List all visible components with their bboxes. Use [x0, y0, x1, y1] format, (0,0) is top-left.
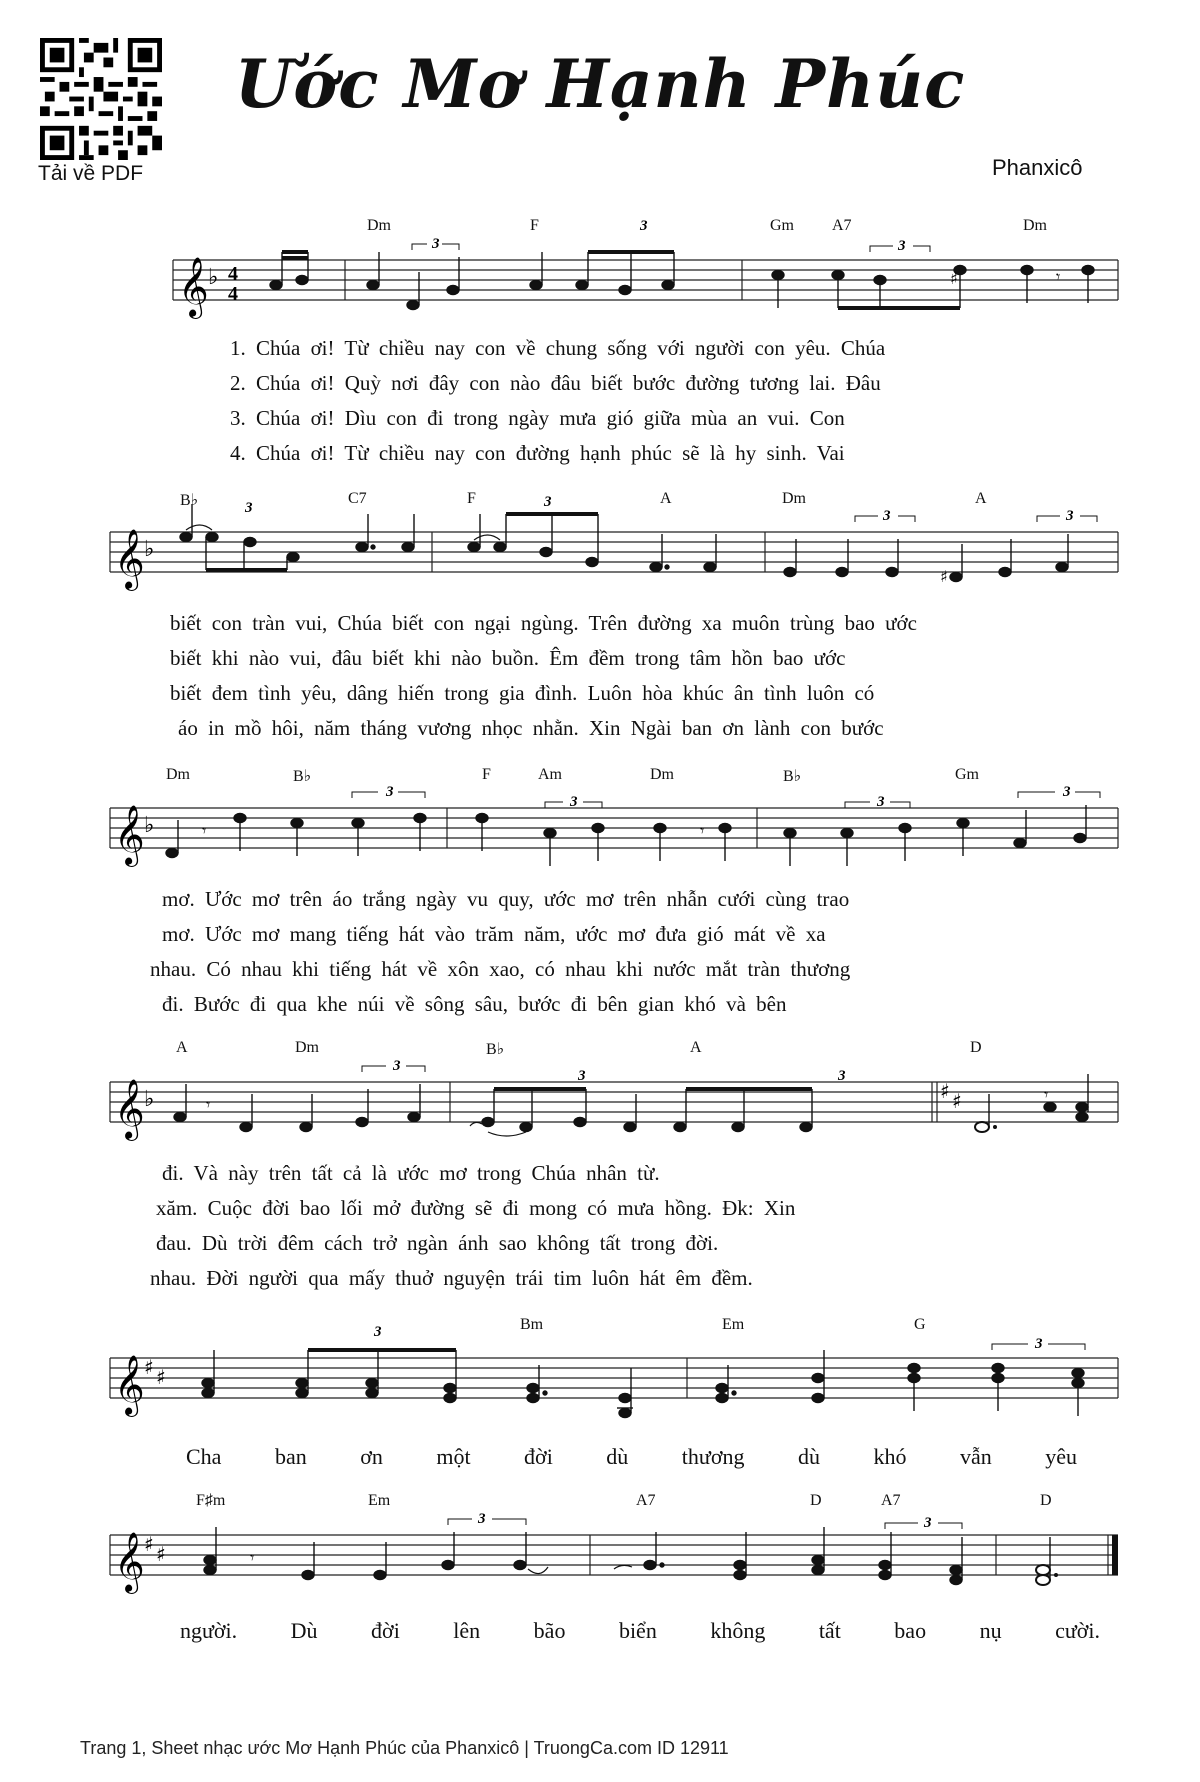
svg-text:3: 3	[432, 236, 440, 252]
chord-symbol: A7	[881, 1492, 901, 1509]
refrain-lyric-line: Cha ban ơn một đời dù thương dù khó vẫn yêu	[186, 1444, 1078, 1469]
svg-text:3: 3	[544, 494, 552, 510]
svg-text:3: 3	[578, 1068, 586, 1084]
staff-system-4	[0, 1052, 1200, 1162]
svg-text:𝄞: 𝄞	[114, 1079, 145, 1139]
svg-text:𝄾: 𝄾	[250, 1548, 255, 1567]
svg-text:3: 3	[883, 508, 891, 524]
lyric-line: nhau. Có nhau khi tiếng hát về xôn xao, có nhau khi nước mắt tràn thương	[150, 957, 851, 981]
refrain-lyric-line: người. Dù đời lên bão biển không tất bao nụ cười.	[180, 1618, 1101, 1643]
lyric-line: 1. Chúa ơi! Từ chiều nay con về chung sống với người con yêu. Chúa	[230, 336, 886, 360]
svg-text:♯: ♯	[156, 1365, 166, 1389]
chord-symbol: A	[660, 490, 672, 507]
lyric-line: áo in mồ hôi, năm tháng vương nhọc nhằn. Xin Ngài ban ơn lành con bước	[178, 716, 884, 740]
svg-text:3: 3	[374, 1324, 382, 1340]
svg-text:3: 3	[924, 1515, 932, 1531]
svg-text:𝄞: 𝄞	[114, 1532, 145, 1592]
chord-symbol: C7	[348, 490, 367, 507]
svg-text:𝄞: 𝄞	[114, 805, 145, 865]
chord-symbol: Am	[538, 766, 562, 783]
chord-symbol: D	[970, 1039, 982, 1056]
lyric-line: đau. Dù trời đêm cách trở ngàn ánh sao không tất trong đời.	[156, 1231, 719, 1255]
song-title: Ước Mơ Hạnh Phúc	[234, 45, 966, 123]
treble-clef: 𝄞	[178, 257, 209, 317]
svg-text:♯: ♯	[144, 1532, 154, 1556]
staff-system-3	[0, 778, 1200, 888]
chord-symbol: Em	[368, 1492, 391, 1509]
svg-text:3: 3	[898, 238, 906, 254]
download-pdf-link[interactable]: Tải về PDF	[38, 162, 144, 185]
svg-text:3: 3	[838, 1068, 846, 1084]
chord-symbol: Em	[722, 1316, 745, 1333]
chord-symbol: Gm	[770, 217, 794, 234]
chord-symbol: F	[530, 217, 539, 234]
chord-symbol: Dm	[295, 1039, 319, 1056]
chord-symbol: B♭	[783, 768, 802, 785]
svg-text:3: 3	[393, 1058, 401, 1074]
lyric-line: 3. Chúa ơi! Dìu con đi trong ngày mưa gió giữa mùa an vui. Con	[230, 406, 845, 430]
staff-lines	[173, 260, 1118, 300]
svg-text:𝄾: 𝄾	[1056, 267, 1061, 286]
svg-text:♯: ♯	[144, 1355, 154, 1379]
chord-symbol: G	[914, 1316, 926, 1333]
svg-text:♯: ♯	[940, 1079, 950, 1103]
svg-text:3: 3	[1066, 508, 1074, 524]
chord-symbol: Bm	[520, 1316, 544, 1333]
svg-text:𝄞: 𝄞	[114, 1355, 145, 1415]
chord-symbol: D	[810, 1492, 822, 1509]
svg-text:♭: ♭	[144, 537, 155, 562]
chord-symbol: F	[482, 766, 491, 783]
svg-text:♯: ♯	[940, 567, 948, 586]
lyric-line: đi. Và này trên tất cả là ước mơ trong Chúa nhân từ.	[162, 1161, 660, 1185]
svg-text:♭: ♭	[144, 813, 155, 838]
page-footer: Trang 1, Sheet nhạc ước Mơ Hạnh Phúc của Phanxicô | TruongCa.com ID 12911	[80, 1738, 729, 1758]
lyric-line: biết khi nào vui, đâu biết khi nào buồn. Êm đềm trong tâm hồn bao ước	[170, 646, 846, 670]
svg-text:𝄾: 𝄾	[202, 821, 207, 840]
chord-symbol: B♭	[293, 768, 312, 785]
chord-symbol: Dm	[650, 766, 674, 783]
svg-text:3: 3	[386, 784, 394, 800]
svg-text:♯: ♯	[950, 269, 958, 288]
chord-symbol: F♯m	[196, 1492, 226, 1509]
chord-symbol: A	[690, 1039, 702, 1056]
svg-text:𝄾: 𝄾	[1044, 1085, 1049, 1104]
chord-symbol: Dm	[1023, 217, 1047, 234]
lyric-line: mơ. Ước mơ mang tiếng hát vào trăm năm, ước mơ đưa gió mát về xa	[162, 922, 826, 946]
lyric-line: 4. Chúa ơi! Từ chiều nay con đường hạnh phúc sẽ là hy sinh. Vai	[230, 441, 845, 465]
chord-symbol: Dm	[166, 766, 190, 783]
chord-symbol: A7	[832, 217, 852, 234]
staff-system-6	[0, 1505, 1200, 1615]
svg-text:𝄞: 𝄞	[114, 529, 145, 589]
chord-symbol: Dm	[782, 490, 806, 507]
svg-text:3: 3	[1035, 1336, 1043, 1352]
svg-text:3: 3	[570, 794, 578, 810]
chord-symbol: A7	[636, 1492, 656, 1509]
svg-text:3: 3	[245, 500, 253, 516]
chord-symbol: B♭	[180, 492, 199, 509]
flat-sign: ♭	[208, 265, 219, 290]
time-signature: 4	[228, 283, 238, 305]
chord-symbol: Gm	[955, 766, 979, 783]
lyric-line: biết đem tình yêu, dâng hiến trong gia đình. Luôn hòa khúc ân tình luôn có	[170, 681, 875, 705]
lyric-line: biết con tràn vui, Chúa biết con ngại ngùng. Trên đường xa muôn trùng bao ước	[170, 611, 917, 635]
composer-name: Phanxicô	[992, 155, 1083, 180]
svg-text:♭: ♭	[144, 1087, 155, 1112]
chord-symbol: A	[975, 490, 987, 507]
svg-text:3: 3	[877, 794, 885, 810]
svg-text:𝄾: 𝄾	[206, 1095, 211, 1114]
svg-text:♯: ♯	[952, 1089, 962, 1113]
lyric-line: nhau. Đời người qua mấy thuở nguyện trái tim luôn hát êm đềm.	[150, 1266, 753, 1290]
lyric-line: đi. Bước đi qua khe núi về sông sâu, bước đi bên gian khó và bên	[162, 992, 787, 1016]
svg-text:3: 3	[640, 218, 648, 234]
chord-symbol: A	[176, 1039, 188, 1056]
lyric-line: xăm. Cuộc đời bao lối mở đường sẽ đi mong có mưa hồng. Đk: Xin	[156, 1196, 796, 1220]
svg-text:𝄾: 𝄾	[700, 821, 705, 840]
chord-symbol: B♭	[486, 1041, 505, 1058]
lyric-line: mơ. Ước mơ trên áo trắng ngày vu quy, ước mơ trên nhẫn cưới cùng trao	[162, 887, 850, 911]
svg-text:3: 3	[478, 1511, 486, 1527]
time-signature: 4	[228, 263, 238, 285]
lyric-line: 2. Chúa ơi! Quỳ nơi đây con nào đâu biết bước đường tương lai. Đâu	[230, 371, 881, 395]
svg-text:♯: ♯	[156, 1542, 166, 1566]
chord-symbol: F	[467, 490, 476, 507]
chord-symbol: Dm	[367, 217, 391, 234]
chord-symbol: D	[1040, 1492, 1052, 1509]
svg-text:3: 3	[1063, 784, 1071, 800]
